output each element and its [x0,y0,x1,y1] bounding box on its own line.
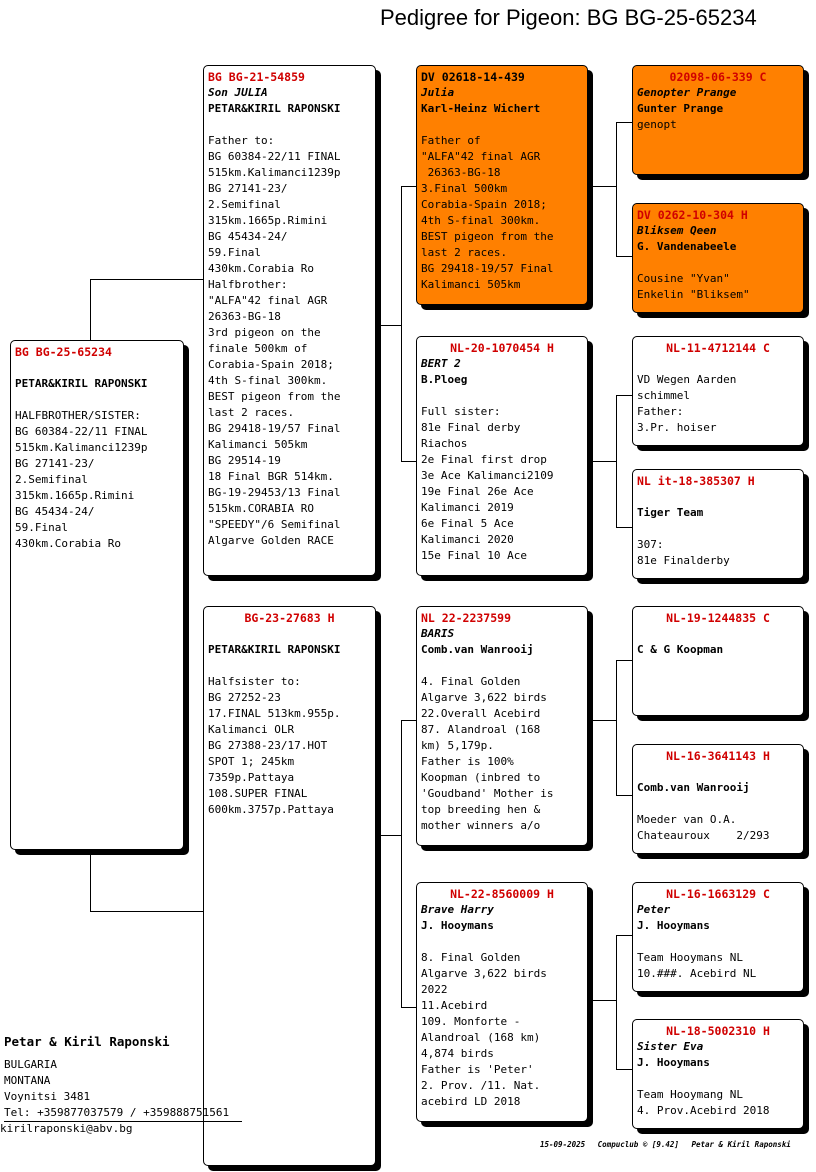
pigeon-card-mf[interactable] [416,606,588,846]
pigeon-card-ffm[interactable] [632,203,804,313]
connector-line [90,911,204,912]
breeder-name: Tiger Team [637,506,704,519]
note-line: SPOT 1; 245km [208,755,295,768]
note-line: 3.Final 500km [421,182,508,195]
note-line: Halfsister to: [208,675,301,688]
note-line: BG 27252-23 [208,691,281,704]
connector-line [90,279,91,340]
owner-phone: Tel: +359877037579 / +359888751561 [4,1106,230,1119]
ring-number: NL-19-1244835 C [666,611,770,625]
ring-number: DV 02618-14-439 [421,70,525,84]
connector-line [592,1000,616,1001]
note-line: 8. Final Golden [421,951,521,964]
footer [540,1140,799,1149]
pigeon-card-fff[interactable] [632,65,804,175]
note-line: VD Wegen Aarden [637,373,737,386]
note-line: Team Hooymans NL [637,951,743,964]
note-line: 430km.Corabia Ro [208,262,314,275]
note-line: 430km.Corabia Ro [15,537,121,550]
note-line: 22.Overall Acebird [421,707,541,720]
note-line: BG 45434-24/ [208,230,288,243]
note-line: 3e Ace Kalimanci2109 [421,469,554,482]
pigeon-name: BERT 2 [421,357,461,370]
notes [208,674,371,818]
ring-number: NL-16-1663129 C [666,887,770,901]
note-line: 87. Alandroal (168 [421,723,541,736]
footer-software: Compuclub © [9.42] [597,1140,679,1149]
note-line: BG 60384-22/11 FINAL [208,150,341,163]
note-line: Algarve 3,622 birds [421,691,547,704]
pigeon-name: BARIS [421,627,455,640]
note-line: 2.Semifinal [15,473,88,486]
note-line: last 2 races. [421,246,508,259]
note-line: BG 29514-19 [208,454,281,467]
note-line: 81e Finalderby [637,554,730,567]
note-line: 3.Pr. hoiser [637,421,717,434]
pigeon-name: Genopter Prange [637,86,737,99]
note-line: 17.FINAL 513km.955p. [208,707,341,720]
pigeon-card-mfm[interactable] [632,744,804,854]
owner-name: Petar & Kiril Raponski [4,1034,170,1049]
divider [4,1121,242,1122]
pigeon-card-mm[interactable] [416,882,588,1122]
note-line: 19e Final 26e Ace [421,485,534,498]
note-line: finale 500km of [208,342,308,355]
note-line: BG-19-29453/13 Final [208,486,341,499]
pigeon-name: Sister Eva [637,1040,704,1053]
breeder-name: Comb.van Wanrooij [637,781,750,794]
note-line: 108.SUPER FINAL [208,787,308,800]
pigeon-name: Brave Harry [421,903,494,916]
ring-number: NL 22-2237599 [421,611,512,625]
breeder-name: Comb.van Wanrooij [421,643,534,656]
connector-line [401,1007,417,1008]
connector-line [592,720,616,721]
note-line: BG 60384-22/11 FINAL [15,425,148,438]
note-line: Team Hooymang NL [637,1088,743,1101]
ring-number: DV 0262-10-304 H [637,208,748,222]
ring-number: BG-23-27683 H [244,611,335,625]
connector-line [401,186,417,187]
note-line: 2. Prov. /11. Nat. [421,1079,541,1092]
note-line: Kalimanci 2020 [421,533,514,546]
breeder-name: PETAR&KIRIL RAPONSKI [15,377,148,390]
note-line: 515km.CORABIA RO [208,502,314,515]
connector-line [616,256,632,257]
connector-line [616,935,617,1069]
note-line: Chateauroux 2/293 [637,829,770,842]
pigeon-name: Julia [421,86,455,99]
note-line: 2022 [421,983,448,996]
footer-date: 15-09-2025 [540,1140,586,1149]
owner-region: MONTANA [4,1074,51,1087]
note-line: Kalimanci OLR [208,723,295,736]
connector-line [592,461,616,462]
page-title: Pedigree for Pigeon: BG BG-25-65234 [380,5,757,30]
note-line: 600km.3757p.Pattaya [208,803,334,816]
note-line: BG 27141-23/ [15,457,95,470]
note-line: Moeder van O.A. [637,813,737,826]
note-line: Alandroal (168 km) [421,1031,541,1044]
ring-number: NL it-18-385307 H [637,474,755,488]
notes [15,408,179,552]
connector-line [616,395,632,396]
note-line: Riachos [421,437,468,450]
notes [208,133,371,549]
note-line: 315km.1665p.Rimini [15,489,135,502]
note-line: km) 5,179p. [421,739,494,752]
notes [421,950,583,1110]
owner-country: BULGARIA [4,1058,57,1071]
owner-email[interactable]: kirilraponski@abv.bg [0,1122,133,1135]
pigeon-card-ff[interactable] [416,65,588,305]
ring-number: NL-20-1070454 H [450,341,554,355]
breeder-name: J. Hooymans [637,919,710,932]
note-line: Algarve Golden RACE [208,534,334,547]
pigeon-name: Son JULIA [208,86,268,99]
note-line: 'Goudband' Mother is [421,787,554,800]
note-line: 18 Final BGR 514km. [208,470,334,483]
breeder-name: G. Vandenabeele [637,240,737,253]
note-line: last 2 races. [208,406,295,419]
note-line: 6e Final 5 Ace [421,517,514,530]
note-line: Corabia-Spain 2018; [421,198,547,211]
note-line: BG 27388-23/17.HOT [208,739,328,752]
note-line: schimmel [637,389,690,402]
pigeon-name: Peter [637,903,671,916]
connector-line [401,461,417,462]
breeder-name: J. Hooymans [637,1056,710,1069]
note-line: BG 29418-19/57 Final [208,422,341,435]
connector-line [90,850,91,912]
note-line: Enkelin "Bliksem" [637,288,750,301]
pigeon-card-mmm[interactable] [632,1019,804,1129]
note-line: acebird LD 2018 [421,1095,521,1108]
connector-line [380,835,401,836]
ring-number: 02098-06-339 C [669,70,767,84]
connector-line [616,122,617,256]
footer-owner: Petar & Kiril Raponski [691,1140,791,1149]
note-line: mother winners a/o [421,819,541,832]
note-line: BG 45434-24/ [15,505,95,518]
note-line: "ALFA"42 final AGR [421,150,541,163]
connector-line [616,660,617,795]
note-line: BG 27141-23/ [208,182,288,195]
owner-city: Voynitsi 3481 [4,1090,91,1103]
note-line: 2.Semifinal [208,198,281,211]
connector-line [616,527,632,528]
connector-line [401,720,402,1008]
pigeon-card-fmf[interactable] [632,336,804,446]
note-line: 109. Monforte - [421,1015,521,1028]
note-line: 515km.Kalimanci1239p [208,166,341,179]
note-line: Kalimanci 505km [421,278,521,291]
breeder-name: C & G Koopman [637,643,724,656]
note-line: 515km.Kalimanci1239p [15,441,148,454]
note-line: 26363-BG-18 [208,310,281,323]
notes [421,674,583,834]
ring-number: NL-11-4712144 C [666,341,770,355]
ring-number: BG BG-21-54859 [208,70,305,84]
note-line: 307: [637,538,664,551]
breeder-name: Gunter Prange [637,102,724,115]
note-line: 4. Final Golden [421,675,521,688]
note-line: Father: [637,405,684,418]
note-line: BEST pigeon from the [421,230,554,243]
note-line: Kalimanci 505km [208,438,308,451]
note-line: Halfbrother: [208,278,288,291]
breeder-name: B.Ploeg [421,373,468,386]
breeder-name: Karl-Heinz Wichert [421,102,541,115]
note-line: top breeding hen & [421,803,541,816]
note-line: 10.###. Acebird NL [637,967,757,980]
pigeon-card-father[interactable] [203,65,376,576]
note-line: genopt [637,118,677,131]
note-line: Cousine "Yvan" [637,272,730,285]
pigeon-card-subject[interactable] [10,340,184,850]
note-line: 15e Final 10 Ace [421,549,527,562]
note-line: 2e Final first drop [421,453,547,466]
connector-line [592,186,616,187]
note-line: 4th S-final 300km. [208,374,328,387]
note-line: Father is 100% [421,755,514,768]
connector-line [380,325,401,326]
breeder-name: PETAR&KIRIL RAPONSKI [208,102,341,115]
note-line: Father of [421,134,481,147]
note-line: 7359p.Pattaya [208,771,295,784]
note-line: 59.Final [208,246,261,259]
note-line: Algarve 3,622 birds [421,967,547,980]
connector-line [401,186,402,461]
note-line: 4,874 birds [421,1047,494,1060]
note-line: Father is 'Peter' [421,1063,534,1076]
pigeon-name: Bliksem Qeen [637,224,717,237]
notes [421,404,583,564]
note-line: Koopman (inbred to [421,771,541,784]
connector-line [401,720,417,721]
note-line: 26363-BG-18 [421,166,501,179]
note-line: "SPEEDY"/6 Semifinal [208,518,341,531]
pigeon-card-fm[interactable] [416,336,588,576]
note-line: BEST pigeon from the [208,390,341,403]
pigeon-card-mff[interactable] [632,606,804,716]
note-line: 59.Final [15,521,68,534]
note-line: BG 29418-19/57 Final [421,262,554,275]
note-line: 81e Final derby [421,421,521,434]
note-line: "ALFA"42 final AGR [208,294,328,307]
note-line: Father to: [208,134,275,147]
connector-line [90,279,204,280]
note-line: Kalimanci 2019 [421,501,514,514]
ring-number: NL-22-8560009 H [450,887,554,901]
note-line: HALFBROTHER/SISTER: [15,409,141,422]
connector-line [616,1069,632,1070]
pigeon-card-mmf[interactable] [632,882,804,992]
connector-line [616,660,632,661]
notes [421,133,583,293]
note-line: Corabia-Spain 2018; [208,358,334,371]
note-line: 3rd pigeon on the [208,326,321,339]
connector-line [616,395,617,527]
ring-number: NL-16-3641143 H [666,749,770,763]
note-line: 4. Prov.Acebird 2018 [637,1104,770,1117]
note-line: Full sister: [421,405,501,418]
connector-line [616,795,632,796]
connector-line [616,935,632,936]
note-line: 315km.1665p.Rimini [208,214,328,227]
connector-line [616,122,632,123]
breeder-name: PETAR&KIRIL RAPONSKI [208,643,341,656]
ring-number: BG BG-25-65234 [15,345,112,359]
ring-number: NL-18-5002310 H [666,1024,770,1038]
note-line: 4th S-final 300km. [421,214,541,227]
breeder-name: J. Hooymans [421,919,494,932]
note-line: 11.Acebird [421,999,488,1012]
pigeon-card-fmm[interactable] [632,469,804,579]
